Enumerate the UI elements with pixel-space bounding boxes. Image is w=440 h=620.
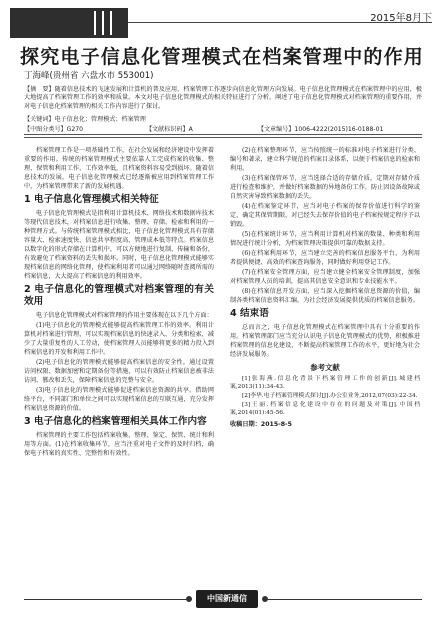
page-footer [0, 590, 440, 608]
reference-item: [1]张海燕.信息化背景下档案管理工作的创新[J].城建档案,2013(11):34-43. [230, 376, 420, 390]
received-date: 收稿日期：2015-8-5 [230, 421, 292, 428]
left-column [24, 146, 214, 459]
header-bar-tick [94, 11, 96, 35]
footer-rule-right [266, 599, 422, 600]
article-id: 【文章编号】1006-4222(2015)16-0188-01 [257, 126, 384, 133]
article-author: 丁海峰(贵州省 六盘水市 553001) [24, 71, 154, 81]
section-heading-2: 2 电子信息化的管理模式对档案管理的有关效用 [24, 284, 214, 307]
document-code: 【文献标识码】A [145, 126, 193, 133]
section-heading-1: 1 电子信息化管理模式相关特征 [24, 194, 159, 205]
header-bar-tick [110, 11, 112, 35]
section-3-item: (2)在档案整理环节，应当按照统一的标准对电子档案进行分类、编号和著录，建立科学规范的档案目录体系，以便于档案信息的检索和利用。 [230, 147, 420, 172]
section-heading-3: 3 电子信息化的档案管理相关具体工作内容 [24, 416, 207, 427]
section-1-paragraph: 电子信息化管理模式是指利用计算机技术、网络技术和数据库技术等现代信息技术，对档案信息进行收集、整理、存储、检索和利用的一种管理方式。与传统档案管理模式相比，电子信息化管理模式具有存储容量大、检索速度快、信息共享程度高、管理成本低等特点。档案信息以数字化的形式存储在计算机中，可以方便地进行复制、传输和备份，有效避免了档案资料的丢失和损坏。同时，电子信息化管理模式能够实现档案信息的网络化管理，使档案利用者可以通过网络随时查阅所需的档案信息，大大提高了档案信息的利用效率。 [24, 210, 214, 280]
section-3-item: (8)在档案信息开发方面，应当深入挖掘档案信息资源的价值，编制各类档案信息资料汇编，为社会经济发展提供优质的档案信息服务。 [230, 288, 420, 304]
article-keywords: 【关键词】电子信息化；管理模式；档案管理 [24, 116, 146, 123]
clc-number: 【中图分类号】G270 [24, 126, 84, 133]
section-2-paragraph: 电子信息化管理模式对档案管理的作用主要体现在以下几个方面： [36, 312, 213, 319]
section-3-item: (6)在档案利用环节，应当建立完善的档案信息服务平台，为利用者提供便捷、高效的档案查询服务，同时做好利用登记工作。 [230, 250, 420, 266]
article-title: 探究电子信息化管理模式在档案管理中的作用 [20, 46, 425, 68]
reference-item: [2]李华.电子档案管理模式探讨[J].办公室业务,2012,07(03):22-34. [242, 393, 418, 399]
issue-label: 2015年8月下 [370, 13, 432, 24]
footer-ornament [186, 596, 192, 602]
section-3-item: (7)在档案安全管理方面，应当建立健全档案安全管理制度，加强对档案管理人员的培训，提高其信息安全意识和专业技能水平。 [230, 269, 420, 285]
section-3-item: (3)在档案保管环节，应当选择合适的存储介质，定期对存储介质进行检查和维护，并做好档案数据的异地备份工作，防止因设备故障或自然灾害导致档案数据的丢失。 [230, 175, 420, 200]
section-3-item: (5)在档案统计环节，应当利用计算机对档案的数量、种类和利用情况进行统计分析，为档案管理决策提供可靠的数据支持。 [230, 231, 420, 247]
section-3-paragraph: 档案管理的主要工作包括档案收集、整理、鉴定、保管、统计和利用等方面。(1)在档案收集环节，应当注重对电子文件的及时归档，确保电子档案的真实性、完整性和有效性。 [24, 432, 214, 457]
journal-logo: 中国新通信 [196, 590, 258, 608]
section-3-item: (4)在档案鉴定环节，应当对电子档案的保存价值进行科学的鉴定，确定其保管期限，对已经失去保存价值的电子档案按规定程序予以销毁。 [230, 203, 420, 228]
meta-divider [24, 134, 422, 135]
meta-divider [24, 137, 422, 138]
conclusion-paragraph: 总而言之，电子信息化管理模式在档案管理中具有十分重要的作用。档案管理部门应当充分认识电子信息化管理模式的优势，积极推进档案管理的信息化建设，不断提高档案管理工作的水平，更好地为社会经济发展服务。 [230, 324, 420, 358]
article-meta [24, 124, 422, 133]
references-heading: 参考文献 [310, 363, 340, 372]
section-2-item: (3)电子信息化的管理模式能够促进档案信息资源的共享。借助网络平台，不同部门和单位之间可以实现档案信息的互联互通，充分发挥档案信息资源的价值。 [24, 387, 214, 412]
header-bar-tick [102, 11, 104, 35]
right-column [230, 146, 420, 429]
page-header [10, 8, 432, 38]
article-abstract: 【摘 要】随着信息技术的飞速发展和计算机的普及应用，档案管理工作逐步向信息化管理方向发展。电子信息化管理模式在档案管理中的应用，极大地提高了档案管理工作的效率和质量。本文对电子信息化管理模式的相关特征进行了分析，阐述了电子信息化管理模式对档案管理的重要作用，并对电子信息化档案管理的相关工作内容进行了探讨。 [24, 86, 422, 110]
section-2-item: (2)电子信息化的管理模式能够提高档案信息的安全性。通过设置访问权限、数据加密和定期备份等措施，可以有效防止档案信息被非法访问、篡改和丢失，保障档案信息的完整与安全。 [24, 359, 214, 384]
reference-item: [3]王丽.档案信息化建设中存在的问题及对策[J].中国档案,2014(01):45-56. [230, 402, 420, 416]
section-heading-4: 4 结束语 [230, 308, 269, 319]
footer-rule-left [24, 599, 190, 600]
intro-paragraph: 档案管理工作是一项基础性工作，在社会发展和经济建设中发挥着重要的作用。传统的档案管理模式主要依靠人工完成档案的收集、整理、保管和利用工作，工作效率低，且档案资料容易受到损坏。随着信息技术的发展，电子信息化管理模式已经逐渐被应用到档案管理工作中，为档案管理带来了新的发展机遇。 [24, 147, 214, 190]
section-2-item: (1)电子信息化的管理模式能够提高档案管理工作的效率。利用计算机对档案进行管理，可以实现档案信息的快速录入、分类和检索，减少了大量重复性的人工劳动，使档案管理人员能够将更多的精力投入到档案信息的开发和利用工作中。 [24, 322, 214, 356]
